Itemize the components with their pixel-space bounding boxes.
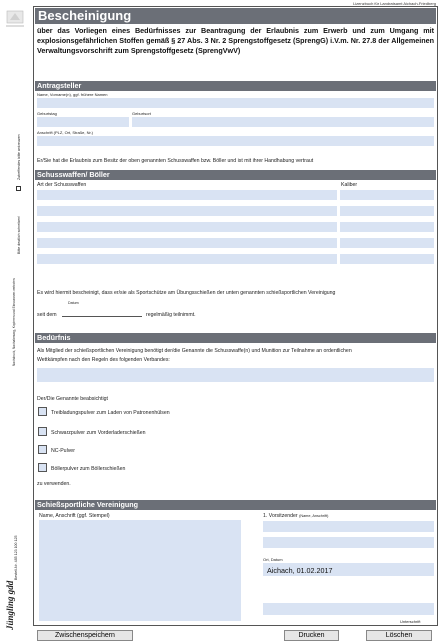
side-order-number: Bestell-Nr. 485 123 100 125 — [14, 535, 18, 580]
page-title: Bescheinigung — [35, 8, 436, 24]
option-blackpowder-label: Schwarzpulver zum Vorderladerschießen — [51, 430, 146, 436]
applicant-name-field[interactable] — [37, 98, 434, 108]
weapon-row-4[interactable] — [37, 238, 337, 248]
side-note-write-clearly: Bitte deutlich schreiben! — [17, 215, 21, 254]
birthdate-label: Geburtstag — [37, 111, 57, 116]
side-checkbox-icon — [16, 186, 21, 191]
since-date-field[interactable] — [62, 307, 142, 317]
chair-field-2[interactable] — [263, 537, 434, 548]
intro-text: über das Vorliegen eines Bedürfnisses zur Beantragung der Erlaubnis zum Erwerb und zum Umgang mit explosionsgefährlichen Stoffen gemäß § 27 Abs. 3 Nr. 2 Sprengstoffgesetz (SprengG) i.V.m. Nr. 27.8 der Allgemeinen Verwaltungsvorschrift zum Sprengstoffgesetz (SprengVwV) — [37, 26, 434, 55]
need-text-2: Wettkämpfen nach den Regeln des folgenden Verbandes: — [37, 357, 170, 363]
print-button[interactable]: Drucken — [284, 630, 339, 641]
signature-field[interactable] — [263, 603, 434, 615]
save-button[interactable]: Zwischenspeichern — [37, 630, 133, 641]
applicant-header: Antragsteller — [35, 81, 436, 91]
birthplace-label: Geburtsort — [132, 111, 151, 116]
regular-text: regelmäßig teilnimmt. — [146, 312, 196, 318]
address-label: Anschrift (PLZ, Ort, Straße, Nr.) — [37, 130, 94, 135]
need-text-1: Als Mitglied der schießsportlichen Vereinigung benötigt der/die Genannte die Schusswaffe(n) und Munition zur Teilnahme an ordentlichen — [37, 348, 352, 354]
use-text: zu verwenden. — [37, 481, 71, 487]
logo-mark — [4, 8, 26, 30]
caliber-row-4[interactable] — [340, 238, 434, 248]
option-propellant-label: Treibladungspulver zum Laden von Patronenhülsen — [51, 410, 170, 416]
option-boller-powder-label: Böllerpulver zum Böllerschießen — [51, 466, 126, 472]
weapon-row-5[interactable] — [37, 254, 337, 264]
caliber-column: Kaliber — [341, 182, 358, 188]
weapons-header: Schusswaffen/ Böller — [35, 170, 436, 180]
side-copy-notice: Nachdruck, Nachahmung, Kopieren und Einscannen verboten — [12, 278, 16, 366]
weapon-row-1[interactable] — [37, 190, 337, 200]
birthplace-field[interactable] — [132, 117, 434, 127]
club-header: Schießsportliche Vereinigung — [35, 500, 436, 510]
chair-field-1[interactable] — [263, 521, 434, 532]
intends-text: Der/Die Genannte beabsichtigt — [37, 396, 108, 402]
federation-field[interactable] — [37, 368, 434, 382]
caliber-row-3[interactable] — [340, 222, 434, 232]
caliber-row-1[interactable] — [340, 190, 434, 200]
caliber-row-5[interactable] — [340, 254, 434, 264]
publisher-logo: Jüngling gdd — [5, 580, 15, 630]
chair-label: 1. Vorsitzender (Name, Anschrift) — [263, 513, 329, 519]
weapon-type-column: Art der Schusswaffen — [37, 182, 87, 188]
weapon-row-2[interactable] — [37, 206, 337, 216]
top-note: Lizenzbuch für Landratsamt Aichach-Friedberg — [353, 1, 436, 6]
place-date-label: Ort, Datum — [263, 557, 283, 562]
option-nc-powder-checkbox[interactable] — [38, 445, 47, 454]
club-name-field[interactable] — [39, 520, 241, 621]
applicant-name-label: Name, Vorname(n), ggf. frühere Namen — [37, 92, 108, 97]
caliber-row-2[interactable] — [340, 206, 434, 216]
signature-label: Unterschrift — [400, 619, 421, 624]
date-sub-label: Datum — [68, 301, 79, 305]
address-field[interactable] — [37, 136, 434, 146]
delete-button[interactable]: Löschen — [366, 630, 432, 641]
option-nc-powder-label: NC-Pulver — [51, 448, 75, 454]
club-name-label: Name, Anschrift (ggf. Stempel) — [39, 513, 110, 519]
birthdate-field[interactable] — [37, 117, 129, 127]
option-blackpowder-checkbox[interactable] — [38, 427, 47, 436]
side-note-check-applicable: Zutreffendes bitte ankreuzen — [17, 134, 21, 180]
place-date-value: Aichach, 01.02.2017 — [267, 566, 333, 575]
since-label: seit dem — [37, 312, 57, 318]
permission-text: Er/Sie hat die Erlaubnis zum Besitz der oben genannten Schusswaffen bzw. Böller und ist mit ihrer Handhabung vertraut — [37, 158, 314, 164]
option-propellant-checkbox[interactable] — [38, 407, 47, 416]
shooter-text: Es wird hiermit bescheinigt, dass er/sie als Sportschütze am Übungsschießen der unten genannten schießsportlichen Vereinigung — [37, 290, 336, 296]
option-boller-powder-checkbox[interactable] — [38, 463, 47, 472]
need-header: Bedürfnis — [35, 333, 436, 343]
weapon-row-3[interactable] — [37, 222, 337, 232]
